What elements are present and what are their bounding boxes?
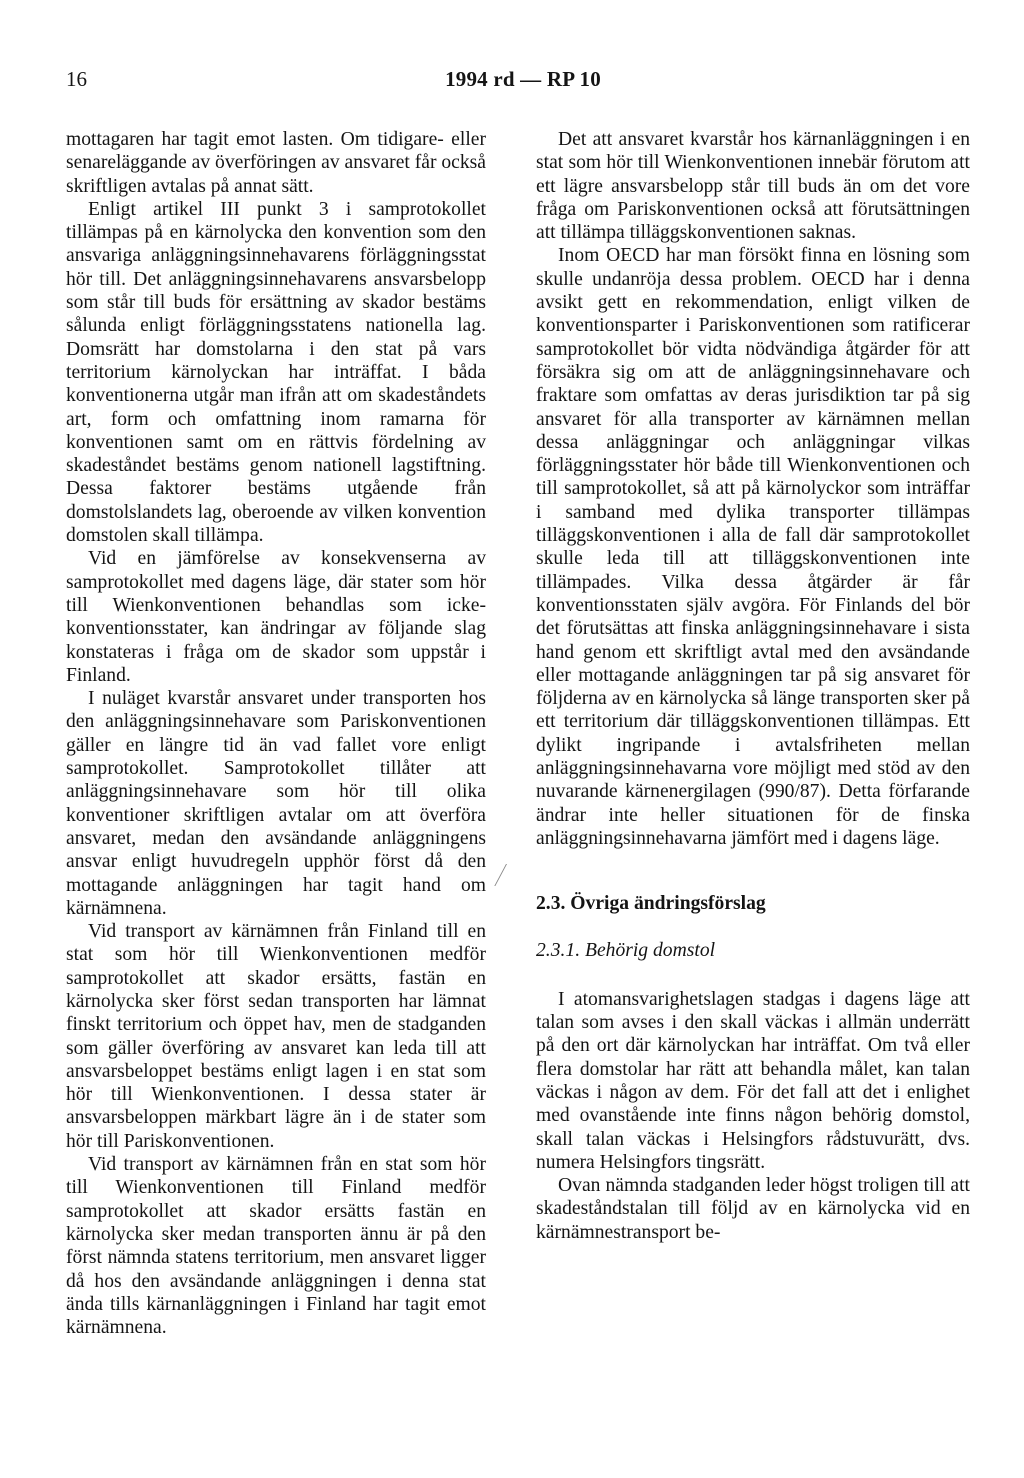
paragraph: Vid en jämförelse av konsekvenserna av samprotokollet med dagens läge, där stater som hör till Wienkonventionen behandlas som icke-konventionsstater, kan ändringar av följande slag konstateras i fråga om de skador som uppstår i Finland. (66, 548, 486, 686)
subsection-heading: 2.3.1. Behörig domstol (536, 939, 716, 961)
paragraph: Vid transport av kärnämnen från en stat som hör till Wienkonventionen till Finland medför samprotokollet att skador ersätts fastän en kärnolycka sker medan transporten ännu är på den först nämnda statens territorium, men ansvaret ligger då hos den avsändande anläggningen i denna stat ända tills kärnanläggningen i Finland har tagit emot kärnämnena. (66, 1154, 486, 1339)
paragraph: I atomansvarighetslagen stadgas i dagens läge att talan som avses i den skall väckas i allmän underrätt på den ort där kärnolyckan har inträffat. Om två eller flera domstolar har rätt att behandla målet, kan talan väckas i någon av dem. För det fall att det i enlighet med ovanstående inte finns någon behörig domstol, skall talan väckas i Helsingfors rådstuvurätt, dvs. numera Helsingfors tingsrätt. (536, 988, 970, 1173)
paragraph: I nuläget kvarstår ansvaret under transporten hos den anläggningsinnehavare som Pariskonventionen gäller en längre tid än vad fallet vore enligt samprotokollet. Samprotokollet tillåter att anläggningsinnehavare som hör till olika konventioner skriftligen avtalar om att överföra ansvaret, medan den avsändande anläggningens ansvar enligt huvudregeln upphör först då den mottagande anläggningen har tagit hand om kärnämnena. (66, 688, 486, 919)
paragraph: Inom OECD har man försökt finna en lösning som skulle undanröja dessa problem. OECD har i denna avsikt gett en rekommendation, enligt vilken de konventionsparter i Pariskonventionen som ratificerar samprotokollet bör vidta nödvändiga åtgärder för att försäkra sig om att de anläggningsinnehavare och fraktare som omfattas av deras jurisdiktion tar på sig ansvaret för alla transporter av kärnämnen mellan dessa anläggningar och anläggningar vilkas förläggningsstater hör både till Wienkonventionen och till samprotokollet, så att på kärnolyckor som inträffar i samband med dylika transporter tillämpas tilläggskonventionen i alla de fall där samprotokollet skulle leda till att tilläggskonventionen inte tillämpades. Vilka dessa åtgärder är får konventionsstaten själv avgöra. För Finlands del bör det förutsättas att finska anläggningsinnehavare i sista hand genom ett skriftligt avtal med den avsändande eller mottagande anläggningen tar på sig ansvaret för följderna av en kärnolycka så länge transporten sker på ett territorium där tilläggskonventionen tillämpas. Ett dylikt ingripande i avtalsfriheten mellan anläggningsinnehavarna vore möjligt med stöd av den nuvarande kärnenergilagen (990/87). Detta förfarande ändrar inte heller situationen för de finska anläggningsinnehavarna jämfört med i dagens läge. (536, 245, 970, 849)
page-number: 16 (66, 67, 87, 91)
right-column (536, 128, 970, 1244)
running-title: 1994 rd — RP 10 (445, 67, 601, 91)
section-heading: 2.3. Övriga ändringsförslag (536, 893, 766, 915)
paragraph: Enligt artikel III punkt 3 i samprotokollet tillämpas på en kärnolycka den konvention som den ansvariga anläggningsinnehavarens förläggningsstat hör till. Det anläggningsinnehavarens ansvarsbelopp som står till buds för ersättning av skador bestäms sålunda enligt förläggningsstatens nationella lag. Domsrätt har domstolarna i den stat på vars territorium kärnolyckan har inträffat. I båda konventionerna utgår man ifrån att om skadeståndets art, form och omfattning inom ramarna för konventionen samt om en rättvis fördelning av skadeståndet bestäms genom nationell lagstiftning. Dessa faktorer bestäms utgående från domstolslandets lag, oberoende av vilken konvention domstolen skall tillämpa. (66, 198, 486, 547)
paragraph: Det att ansvaret kvarstår hos kärnanläggningen i en stat som hör till Wienkonventionen innebär förutom att ett lägre ansvarsbelopp står till buds än om det vore fråga om Pariskonventionen också att förutsättningen att tillämpa tilläggskonventionen saknas. (536, 129, 970, 244)
margin-pencil-mark (494, 864, 519, 886)
paragraph: Ovan nämnda stadganden leder högst troligen till att skadeståndstalan till följd av en kärnolycka vid en kärnämnestransport be- (536, 1175, 970, 1243)
page-header (66, 64, 980, 94)
left-column (66, 128, 486, 1339)
paragraph: Vid transport av kärnämnen från Finland till en stat som hör till Wienkonventionen medför samprotokollet att skador ersätts, fastän en kärnolycka sker först sedan transporten har lämnat finskt territorium och öppet hav, men de stadganden som gäller överföring av ansvaret kan leda till att ansvarsbeloppet bestäms enligt lagen i en stat som hör till Wienkonventionen. I dessa stater är ansvarsbeloppen märkbart lägre än i de stater som hör till Pariskonventionen. (66, 921, 486, 1152)
paragraph: mottagaren har tagit emot lasten. Om tidigare- eller senareläggande av överföringen av ansvaret får också skriftligen avtalas på annat sätt. (66, 129, 486, 197)
